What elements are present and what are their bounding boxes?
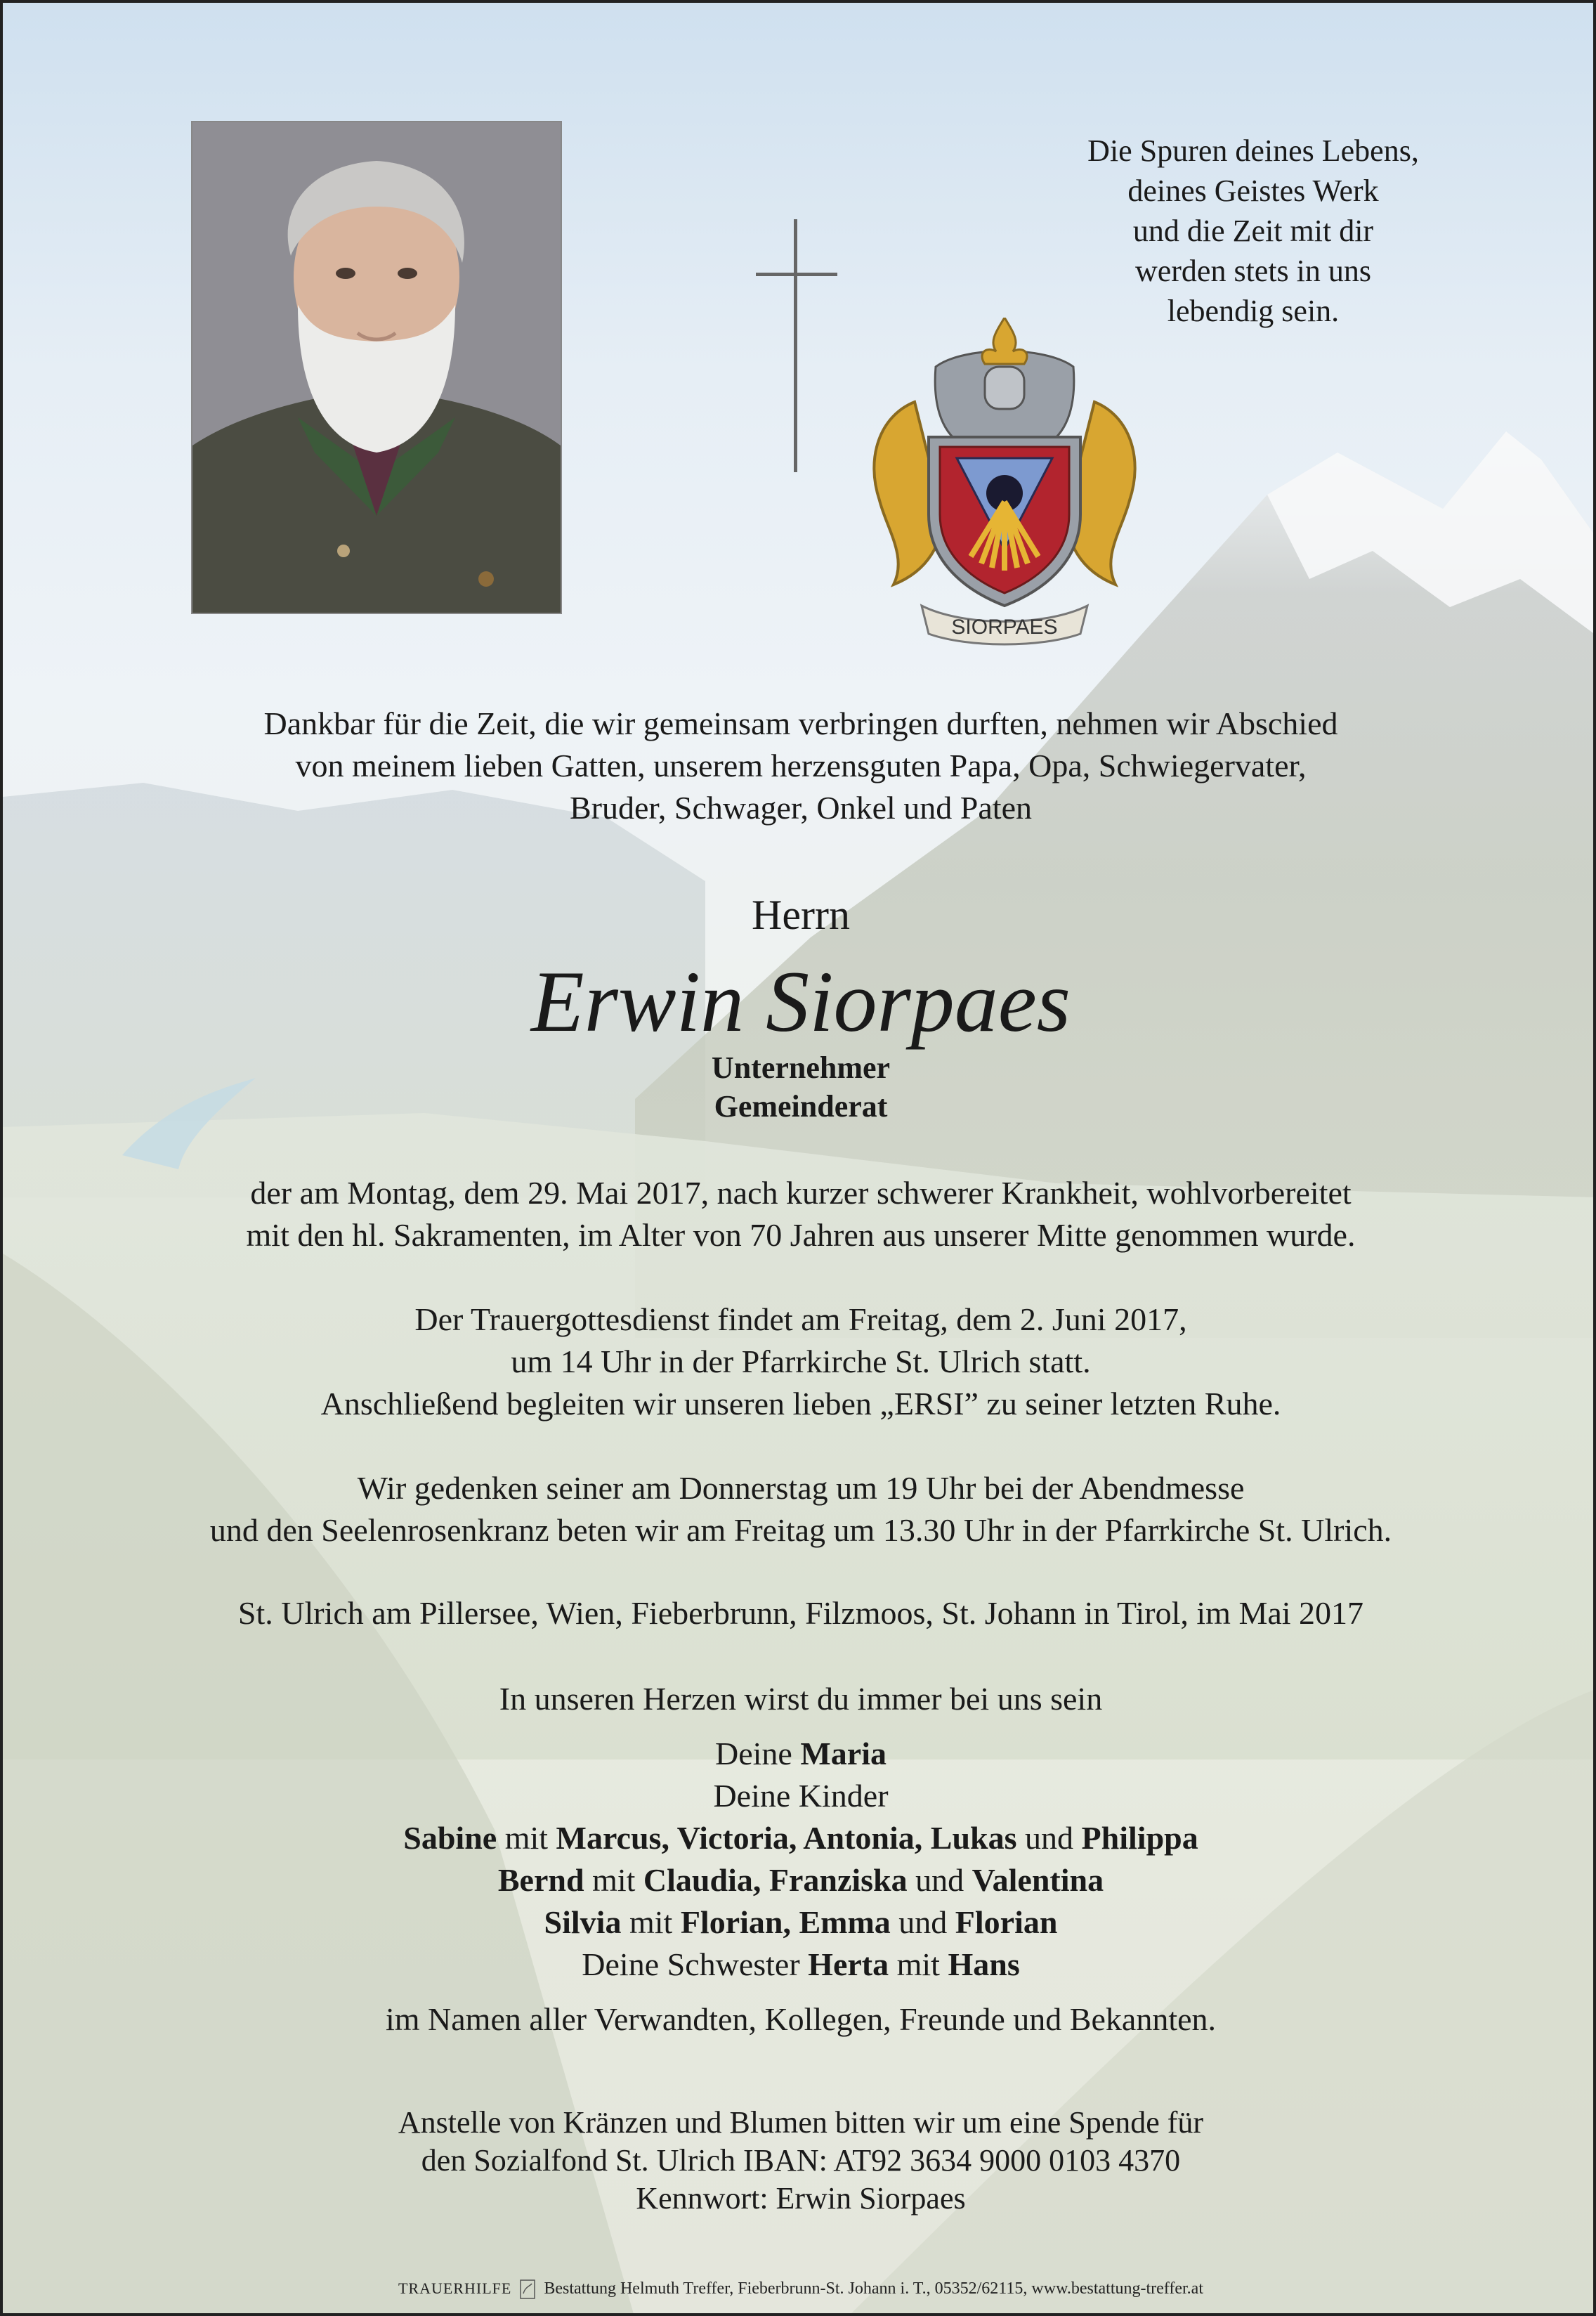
intro-line: von meinem lieben Gatten, unserem herzensguten Papa, Opa, Schwiegervater, (295, 748, 1307, 783)
memorial-line: Wir gedenken seiner am Donnerstag um 19 Uhr bei der Abendmesse (357, 1470, 1245, 1506)
footer-text: Bestattung Helmuth Treffer, Fieberbrunn-St. Johann i. T., 05352/62115, www.bestattung-treffer.at (544, 2279, 1203, 2298)
conjunction: mit (592, 1862, 636, 1898)
verse-line: deines Geistes Werk (1127, 174, 1379, 208)
family-row (3, 1859, 1596, 1901)
conjunction: mit (504, 1820, 549, 1856)
portrait-photo (191, 121, 562, 614)
children-label: Deine Kinder (713, 1778, 889, 1814)
sister-name: Herta (808, 1946, 889, 1982)
death-notice (3, 1172, 1596, 1256)
intro-line: Dankbar für die Zeit, die wir gemeinsam verbringen durften, nehmen wir Abschied (263, 705, 1338, 741)
portrait-illustration (192, 122, 561, 613)
grandchild-name: Philippa (1081, 1820, 1198, 1856)
donation-line: Anstelle von Kränzen und Blumen bitten wir um eine Spende für (398, 2105, 1204, 2140)
family-wife (3, 1733, 1596, 1775)
donation-info (3, 2104, 1596, 2218)
wife-prefix: Deine (715, 1736, 792, 1771)
funeral-home-footer (3, 2278, 1596, 2299)
child-name: Silvia (544, 1904, 622, 1940)
sister-partner-name: Hans (948, 1946, 1020, 1982)
conjunction: und (1025, 1820, 1074, 1856)
grandchild-name: Valentina (972, 1862, 1104, 1898)
crest-motto: SIORPAES (951, 616, 1058, 639)
grandchildren-names: Florian, Emma (680, 1904, 891, 1940)
funeral-info (3, 1299, 1596, 1425)
intro-text (3, 703, 1596, 829)
deceased-name: Erwin Siorpaes (530, 954, 1071, 1050)
family-sister (3, 1944, 1596, 1986)
funeral-line: Der Trauergottesdienst findet am Freitag, dem 2. Juni 2017, (414, 1301, 1187, 1337)
grandchildren-names: Claudia, Franziska (643, 1862, 908, 1898)
conjunction: mit (896, 1946, 940, 1982)
deceased-title-1: Unternehmer (711, 1050, 891, 1085)
funeral-line: Anschließend begleiten wir unseren lieben „ERSI” zu seiner letzten Ruhe. (320, 1386, 1281, 1422)
sister-prefix: Deine Schwester (582, 1946, 800, 1982)
family-row (3, 1901, 1596, 1944)
grandchildren-names: Marcus, Victoria, Antonia, Lukas (556, 1820, 1017, 1856)
funeral-line: um 14 Uhr in der Pfarrkirche St. Ulrich statt. (511, 1344, 1091, 1379)
child-name: Bernd (497, 1862, 584, 1898)
salutation: Herrn (752, 892, 850, 938)
donation-line: den Sozialfond St. Ulrich IBAN: AT92 3634 9000 0103 4370 (421, 2143, 1181, 2178)
conjunction: und (915, 1862, 964, 1898)
places-date: St. Ulrich am Pillersee, Wien, Fieberbrunn, Filzmoos, St. Johann in Tirol, im Mai 2017 (237, 1595, 1364, 1631)
deceased-title-2: Gemeinderat (714, 1089, 888, 1124)
family-row (3, 1817, 1596, 1859)
relatives-line: im Namen aller Verwandten, Kollegen, Freunde und Bekannten. (385, 2001, 1217, 2037)
verse-line: werden stets in uns (1134, 254, 1372, 288)
verse-line: lebendig sein. (1167, 294, 1340, 328)
conjunction: und (898, 1904, 948, 1940)
verse-line: Die Spuren deines Lebens, (1087, 134, 1419, 168)
cross-icon (754, 219, 839, 472)
verse-block (1000, 131, 1506, 331)
donation-line: Kennwort: Erwin Siorpaes (636, 2181, 966, 2216)
death-notice-line: der am Montag, dem 29. Mai 2017, nach kurzer schwerer Krankheit, wohlvorbereitet (250, 1175, 1352, 1211)
footer-brand: TRAUERHILFE (398, 2279, 512, 2297)
child-name: Sabine (403, 1820, 497, 1856)
verse-line: und die Zeit mit dir (1132, 214, 1374, 248)
grandchild-name: Florian (955, 1904, 1058, 1940)
intro-line: Bruder, Schwager, Onkel und Paten (569, 790, 1033, 826)
death-notice-line: mit den hl. Sakramenten, im Alter von 70 Jahren aus unserer Mitte genommen wurde. (246, 1217, 1356, 1253)
family-list (3, 1733, 1596, 1986)
wife-name: Maria (800, 1736, 887, 1771)
funeral-home-logo-icon (520, 2279, 535, 2299)
memorial-info (3, 1467, 1596, 1551)
hearts-line: In unseren Herzen wirst du immer bei uns sein (499, 1681, 1103, 1717)
memorial-line: und den Seelenrosenkranz beten wir am Freitag um 13.30 Uhr in der Pfarrkirche St. Ulrich. (209, 1512, 1392, 1548)
conjunction: mit (629, 1904, 673, 1940)
family-crest-icon (865, 318, 1144, 648)
